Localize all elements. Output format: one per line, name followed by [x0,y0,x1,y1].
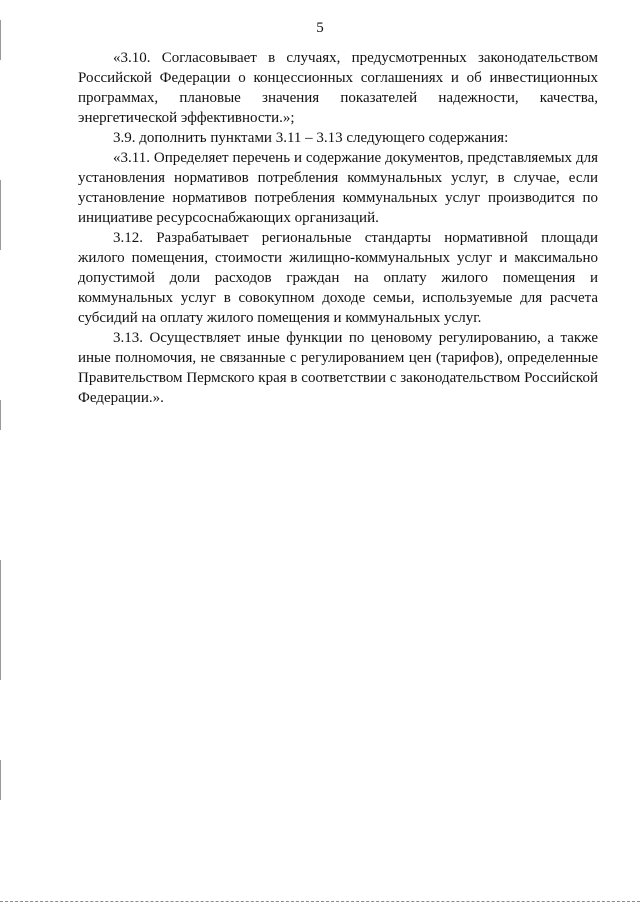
scan-mark [0,180,1,250]
paragraph-3-10: «3.10. Согласовывает в случаях, предусмотренных законодательством Российской Федерации о концессионных соглашениях и об инвестиционных программах, плановые значения показателей надежности, качества, энергетической эффективности.»; [78,50,598,126]
paragraph-3-9-amendment: 3.9. дополнить пунктами 3.11 – 3.13 следующего содержания: [113,130,509,146]
scan-mark [0,760,1,800]
scan-mark [0,400,1,430]
document-body [78,48,598,408]
paragraph-3-13: 3.13. Осуществляет иные функции по ценовому регулированию, а также иные полномочия, не связанные с регулированием цен (тарифов), определенные Правительством Пермского края в соответствии с законодательством Российской Федерации.». [78,330,598,406]
paragraph-3-12: 3.12. Разрабатывает региональные стандарты нормативной площади жилого помещения, стоимости жилищно-коммунальных услуг и максимально допустимой доли расходов граждан на оплату жилого помещения и коммунальных услуг в совокупном доходе семьи, используемые для расчета субсидий на оплату жилого помещения и коммунальных услуг. [78,230,598,326]
scan-bottom-edge [0,901,640,903]
scan-mark [0,560,1,680]
paragraph-3-11: «3.11. Определяет перечень и содержание документов, представляемых для установления нормативов потребления коммунальных услуг, в случае, если установление нормативов потребления коммунальных услуг производится по инициативе ресурсоснабжающих организаций. [78,150,598,226]
page-number: 5 [316,20,324,36]
scan-left-edge [0,0,2,905]
